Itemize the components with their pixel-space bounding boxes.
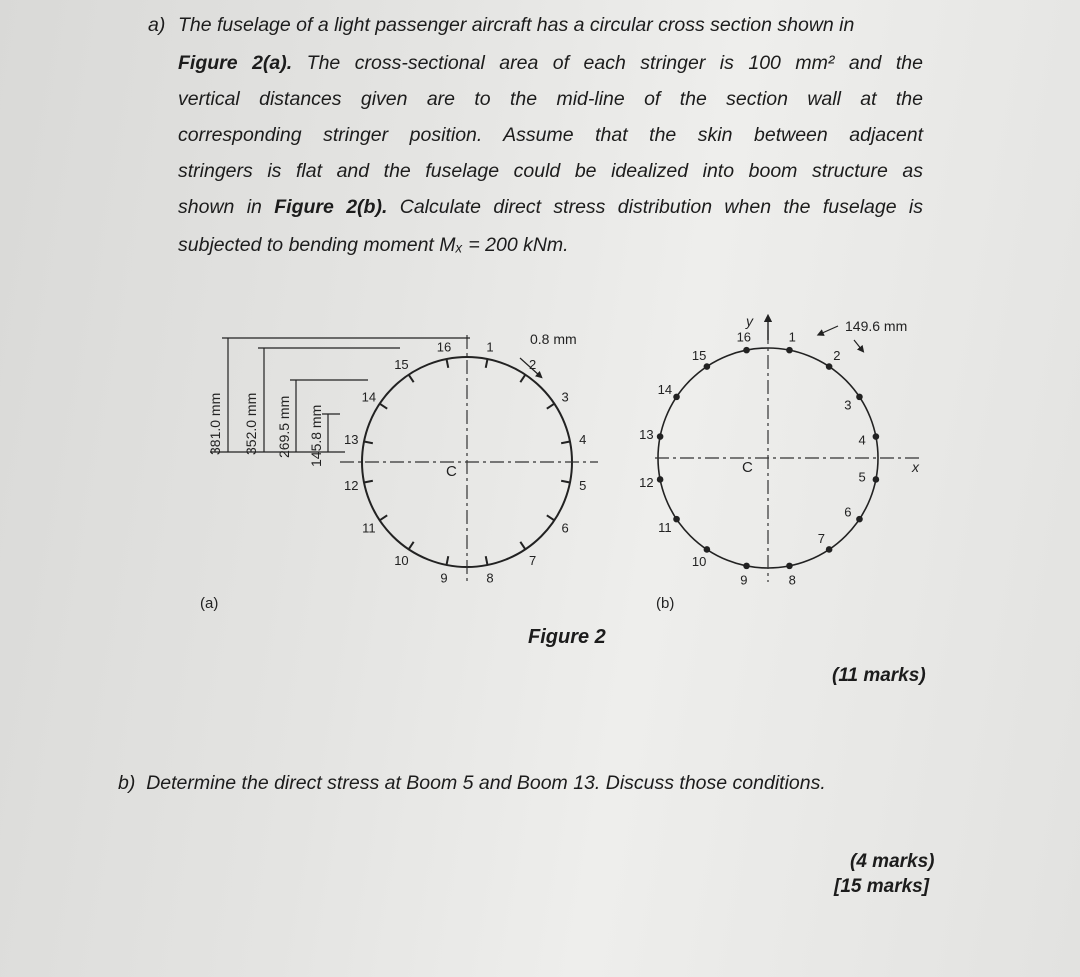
boom-label-14: 14	[657, 382, 673, 398]
centroid-label-b: C	[742, 459, 753, 476]
stringer-label-7-a: 7	[528, 553, 537, 569]
stringer-1-a	[486, 359, 488, 368]
stringer-2-a	[520, 375, 525, 382]
boom-label-7: 7	[817, 530, 825, 546]
stringer-16-a	[447, 359, 449, 368]
boom-8	[786, 563, 793, 570]
question-a-line-5: stringers is flat and the fuselage could be idealized into boom structure as	[178, 160, 923, 182]
stringer-label-15-a: 15	[394, 356, 409, 372]
boom-12	[657, 476, 664, 483]
figure-ref-2a: Figure 2(a).	[178, 52, 293, 74]
dim-352-label: 352.0 mm	[243, 392, 259, 455]
question-a-line-2-text: The cross-sectional area of each stringer is 100 mm² and the	[306, 52, 923, 74]
stringer-7-a	[520, 542, 525, 549]
stringer-3-a	[547, 404, 554, 409]
question-a-marks: (11 marks)	[832, 665, 926, 686]
stringer-14-a	[380, 404, 387, 409]
boom-label-15: 15	[691, 347, 707, 363]
question-a-line-6-text: Calculate direct stress distribution when the fuselage is	[399, 196, 924, 218]
spacing-arrow-2	[854, 340, 862, 350]
boom-label-3: 3	[844, 397, 852, 413]
boom-9	[743, 563, 750, 570]
boom-15	[704, 363, 711, 370]
boom-10	[704, 546, 711, 553]
stringer-11-a	[380, 515, 387, 520]
boom-label-2: 2	[833, 347, 841, 363]
boom-14	[673, 394, 680, 401]
stringer-label-10-a: 10	[394, 553, 409, 569]
thickness-label: 0.8 mm	[530, 331, 577, 347]
stringer-8-a	[486, 556, 488, 565]
question-a-line-7: subjected to bending moment Mₓ = 200 kNm.	[178, 234, 569, 256]
stringer-label-8-a: 8	[486, 570, 494, 586]
figure-ref-2b: Figure 2(b).	[274, 196, 388, 218]
stringer-label-11-a: 11	[362, 520, 376, 536]
stringer-label-4-a: 4	[579, 431, 587, 447]
figure-caption: Figure 2	[528, 626, 606, 648]
stringer-label-6-a: 6	[561, 520, 569, 536]
stringer-12-a	[364, 481, 373, 483]
stringer-4-a	[561, 442, 570, 444]
boom-6	[856, 516, 863, 523]
stringer-10-a	[409, 542, 414, 549]
spacing-label: 149.6 mm	[845, 318, 908, 334]
stringer-13-a	[364, 442, 373, 444]
dim-145-label: 145.8 mm	[308, 404, 324, 467]
question-a-line-3: vertical distances given are to the mid-line of the section wall at the	[178, 88, 923, 110]
stringer-label-16-a: 16	[436, 339, 452, 355]
centroid-label-a: C	[446, 463, 457, 480]
question-a-line-6-start: shown in	[178, 196, 262, 218]
figure-2a	[200, 331, 598, 612]
boom-5	[873, 476, 880, 483]
boom-7	[826, 546, 833, 553]
boom-13	[657, 433, 664, 440]
stringer-label-13-a: 13	[344, 431, 359, 447]
stringer-9-a	[447, 556, 449, 565]
boom-16	[743, 347, 750, 354]
axis-y-label: y	[746, 313, 753, 329]
boom-1	[786, 347, 793, 354]
boom-label-16: 16	[736, 329, 752, 345]
boom-11	[673, 516, 680, 523]
panel-a-label: (a)	[200, 595, 219, 612]
total-marks: [15 marks]	[834, 876, 930, 897]
figure-2b	[639, 313, 920, 612]
question-b-label: b)	[118, 772, 136, 794]
question-a-line-1: The fuselage of a light passenger aircraft has a circular cross section shown in	[178, 14, 855, 36]
dim-269-label: 269.5 mm	[276, 395, 292, 458]
spacing-arrow-1	[820, 326, 838, 334]
stringer-label-2-a: 2	[528, 356, 537, 372]
stringer-15-a	[409, 375, 414, 382]
boom-label-4: 4	[858, 432, 866, 448]
boom-label-8: 8	[788, 572, 796, 588]
dim-381-label: 381.0 mm	[207, 392, 223, 455]
stringer-label-9-a: 9	[440, 570, 448, 586]
boom-label-13: 13	[639, 426, 654, 442]
question-a-line-4: corresponding stringer position. Assume that the skin between adjacent	[178, 124, 923, 146]
boom-label-1: 1	[788, 329, 796, 345]
stringer-label-3-a: 3	[561, 389, 569, 405]
boom-label-12: 12	[639, 475, 654, 491]
question-b-marks: (4 marks)	[850, 851, 935, 872]
question-b	[118, 772, 826, 795]
boom-3	[856, 394, 863, 401]
stringer-label-1-a: 1	[486, 339, 494, 355]
axis-x-label: x	[912, 459, 919, 475]
question-b-text: Determine the direct stress at Boom 5 and Boom 13. Discuss those conditions.	[146, 772, 826, 794]
stringer-5-a	[561, 481, 570, 483]
boom-label-10: 10	[691, 554, 707, 570]
stringer-label-12-a: 12	[344, 478, 359, 494]
boom-label-11: 11	[658, 519, 672, 535]
boom-label-6: 6	[844, 504, 852, 520]
boom-2	[826, 363, 833, 370]
stringer-6-a	[547, 515, 554, 520]
panel-b-label: (b)	[656, 595, 675, 612]
stringer-label-5-a: 5	[579, 478, 587, 494]
boom-label-5: 5	[858, 469, 866, 485]
stringer-label-14-a: 14	[361, 389, 377, 405]
boom-label-9: 9	[740, 572, 748, 588]
boom-4	[873, 433, 880, 440]
question-a-label: a)	[148, 14, 166, 36]
